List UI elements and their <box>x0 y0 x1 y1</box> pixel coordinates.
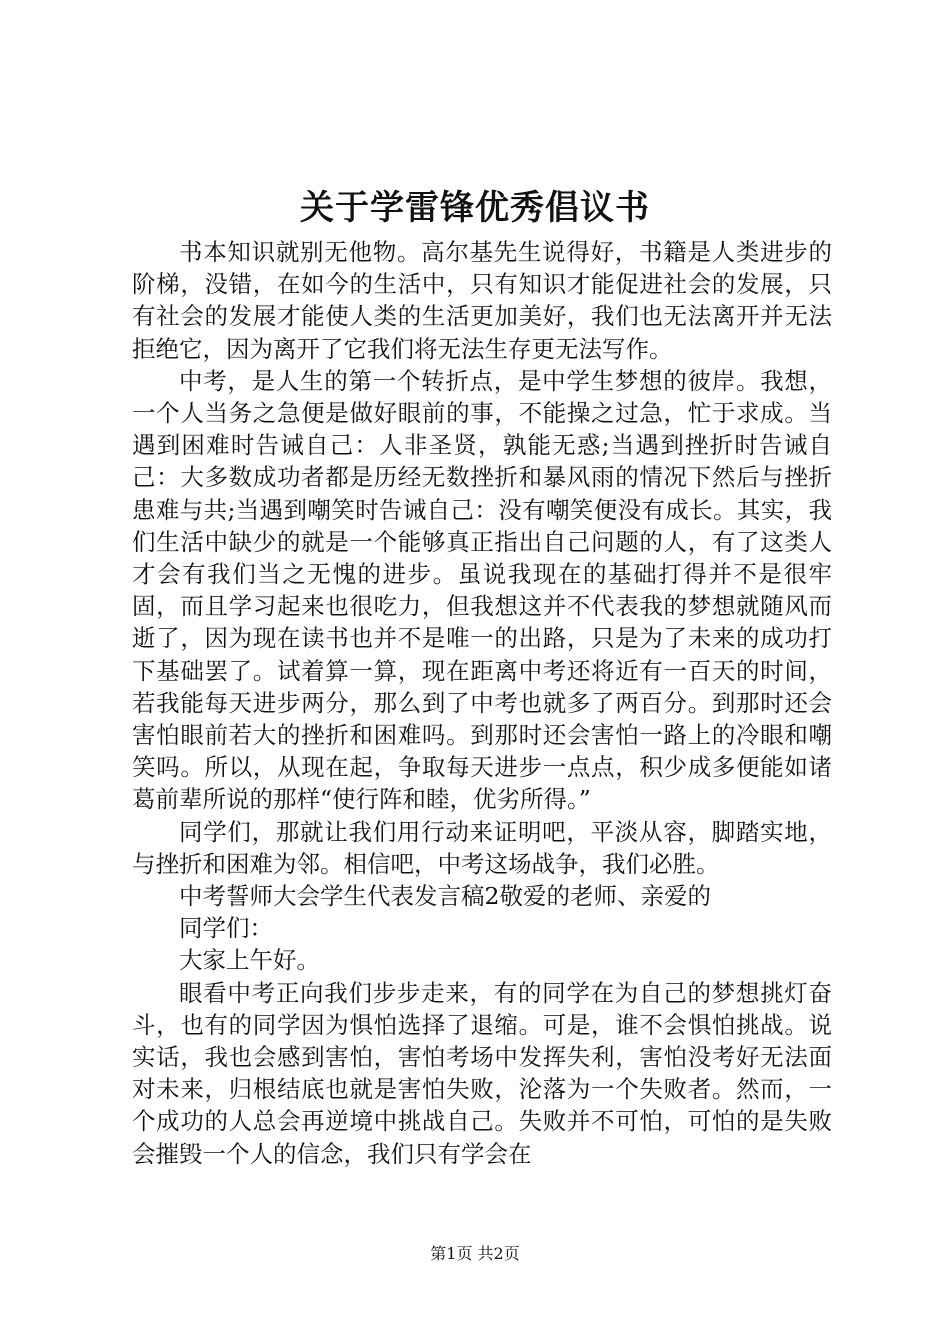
paragraph-6: 大家上午好。 <box>179 946 320 975</box>
paragraph-2: 中考，是人生的第一个转折点，是中学生梦想的彼岸。我想，一个人当务之急便是做好眼前的事，不能操之过急，忙于求成。当遇到困难时告诫自己：人非圣贤，孰能无惑;当遇到挫折时告诫自己：大多数成功者都是历经无数挫折和暴风雨的情况下然后与挫折患难与共;当遇到嘲笑时告诫自己：没有嘲笑便没有成长。其实，我们生活中缺少的就是一个能够真正指出自己问题的人，有了这类人才会有我们当之无愧的进步。虽说我现在的基础打得并不是很牢固，而且学习起来也很吃力，但我想这并不代表我的梦想就随风而逝了，因为现在读书也并不是唯一的出路，只是为了未来的成功打下基础罢了。试着算一算，现在距离中考还将近有一百天的时间，若我能每天进步两分，那么到了中考也就多了两百分。到那时还会害怕眼前若大的挫折和困难吗。到那时还会害怕一路上的冷眼和嘲笑吗。所以，从现在起，争取每天进步一点点，积少成多便能如诸葛前辈所说的那样“使行阵和睦，优劣所得。” <box>132 366 832 814</box>
paragraph-1: 书本知识就别无他物。高尔基先生说得好，书籍是人类进步的阶梯，没错，在如今的生活中，只有知识才能促进社会的发展，只有社会的发展才能使人类的生活更加美好，我们也无法离开并无法拒绝它，因为离开了它我们将无法生存更无法写作。 <box>132 238 832 363</box>
document-body <box>132 236 832 1170</box>
page-footer: 第1页 共2页 <box>430 1244 520 1263</box>
paragraph-7: 眼看中考正向我们步步走来，有的同学在为自己的梦想挑灯奋斗，也有的同学因为惧怕选择了退缩。可是，谁不会惧怕挑战。说实话，我也会感到害怕，害怕考场中发挥失利，害怕没考好无法面对未来，归根结底也就是害怕失败，沦落为一个失败者。然而，一个成功的人总会再逆境中挑战自己。失败并不可怕，可怕的是失败会摧毁一个人的信念，我们只有学会在 <box>132 978 832 1168</box>
document-title: 关于学雷锋优秀倡议书 <box>300 188 650 228</box>
paragraph-4: 中考誓师大会学生代表发言稿2敬爱的老师、亲爱的 <box>179 882 711 911</box>
paragraph-3: 同学们，那就让我们用行动来证明吧，平淡从容，脚踏实地，与挫折和困难为邻。相信吧，中考这场战争，我们必胜。 <box>132 817 832 878</box>
paragraph-5: 同学们： <box>179 914 273 943</box>
